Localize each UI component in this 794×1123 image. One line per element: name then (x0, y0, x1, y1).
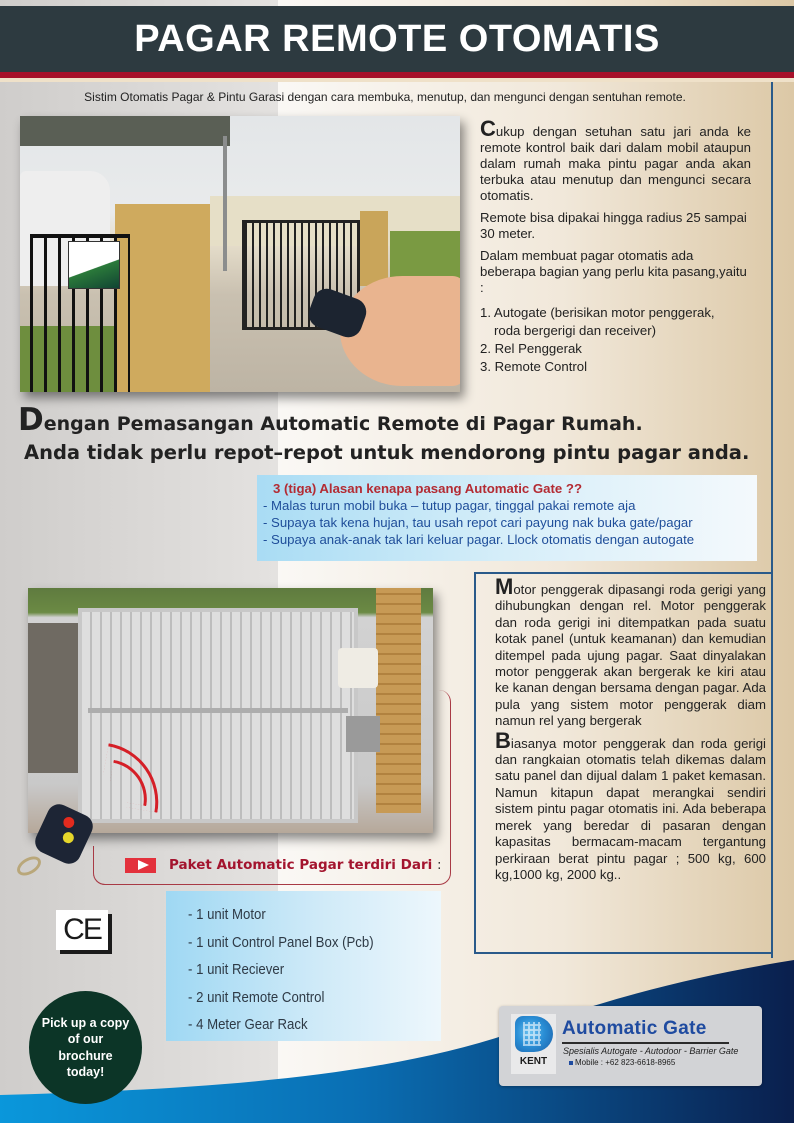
list-item: 2. Rel Penggerak (480, 341, 582, 356)
headline-line-2: Anda tidak perlu repot–repot untuk mendorong pintu pagar anda. (24, 441, 750, 464)
intro-paragraph-2: Remote bisa dipakai hingga radius 25 sampai 30 meter. (480, 210, 747, 241)
reason-item: - Supaya anak-anak tak lari keluar pagar. Llock otomatis dengan autogate (263, 532, 695, 547)
bullet-icon (569, 1061, 573, 1065)
company-sign (68, 241, 120, 289)
lawn (390, 231, 460, 281)
title-banner (0, 6, 794, 72)
description-paragraph-1: Motor penggerak dipasangi roda gerigi yang dihubungkan dengan rel. Motor penggerak dan roda gerigi ini ditempatkan pada suatu kotak panel (untuk keamanan) dan kemudian ditempel pada ujung pagar. Saat dinyalakan motor penggerak akan bergerak ke kiri atau ke kanan dengan bersama dengan pagar. Ada pula yang sistem motor penggerak diam namun rel yang bergerak (495, 574, 766, 729)
gate-motor (346, 716, 380, 752)
title-cream-stripe (0, 78, 794, 82)
list-item: - 1 unit Reciever (188, 961, 285, 978)
intro-paragraph-1: Cukup dengan setuhan satu jari anda ke remote kontrol baik dari dalam mobil ataupun dalam rumah maka pintu pagar anda akan terbuka atau menutup dan mengunci secara otomatis. (480, 116, 751, 203)
brochure-badge: Pick up a copy of our brochure today! (29, 991, 142, 1104)
brick-pillar (376, 588, 421, 813)
reason-item: - Malas turun mobil buka – tutup pagar, tinggal pakai remote aja (263, 498, 636, 513)
carport-post (223, 136, 227, 271)
parts-list (480, 304, 751, 376)
list-item: - 2 unit Remote Control (188, 988, 325, 1006)
dropcap: C (480, 116, 496, 141)
package-frame-corner (93, 846, 113, 885)
dropcap: B (495, 727, 511, 753)
dropcap: M (495, 574, 514, 599)
gate-rail (88, 708, 348, 713)
intro-paragraph-3: Dalam membuat pagar otomatis ada beberapa bagian yang perlu kita pasang,yaitu : (480, 248, 747, 295)
list-item: 1. Autogate (berisikan motor penggerak, roda bergerigi dan receiver) (480, 305, 715, 338)
sliding-gate-motor-photo (28, 588, 433, 833)
gate-pillar (360, 211, 388, 286)
list-item: 3. Remote Control (480, 359, 588, 374)
gate-remote-photo (20, 116, 460, 392)
package-heading: Paket Automatic Pagar terdiri Dari : (125, 857, 442, 873)
kent-logo-icon (511, 1014, 556, 1074)
description-box (474, 572, 772, 954)
page-title: PAGAR REMOTE OTOMATIS (134, 17, 660, 60)
headline (18, 402, 778, 467)
brand-name: Automatic Gate (562, 1018, 707, 1039)
dropcap: D (18, 402, 44, 438)
list-item: - 1 unit Control Panel Box (Pcb) (188, 933, 374, 951)
reason-item: - Supaya tak kena hujan, tau usah repot cari payung nak buka gate/pagar (263, 515, 693, 530)
shield-icon (515, 1016, 553, 1052)
control-box (338, 648, 378, 688)
brand-mobile: Mobile : +62 823-6618-8965 (569, 1058, 675, 1067)
stone-wall (28, 623, 78, 773)
intro-text (480, 116, 751, 376)
page-subtitle: Sistim Otomatis Pagar & Pintu Garasi dengan cara membuka, menutup, dan mengunci dengan sentuhan remote. (84, 90, 686, 104)
reasons-box (257, 475, 757, 561)
carport-roof (20, 116, 230, 146)
brand-underline (562, 1042, 729, 1044)
headline-line-1: Dengan Pemasangan Automatic Remote di Pagar Rumah. (18, 402, 643, 438)
play-arrow-icon (125, 858, 156, 873)
red-button-icon (62, 815, 77, 830)
emblem-label: KENT (519, 1056, 548, 1067)
brand-card (499, 1006, 762, 1086)
ce-mark-icon: CE (56, 910, 108, 950)
brand-tagline: Spesialis Autogate - Autodoor - Barrier Gate (563, 1046, 739, 1056)
description-paragraph-2: Biasanya motor penggerak dan roda gerigi dan rangkaian otomatis telah dikemas dalam satu panel dan dijual dalam 1 paket kemasan. Namun kitapun dapat merangkai sendiri sistem pintu pagar otomatis ini. Ada beberapa merek yang beredar di pasaran dengan kapasitas bermacam-macam tergantung perkiraan berat pintu pagar ; 500 kg, 600 kg,1000 kg, 2000 kg.. (495, 727, 766, 882)
yellow-button-icon (61, 830, 76, 845)
list-item: - 1 unit Motor (188, 906, 266, 923)
reasons-title: 3 (tiga) Alasan kenapa pasang Automatic Gate ?? (273, 481, 582, 496)
list-item: - 4 Meter Gear Rack (188, 1016, 308, 1033)
